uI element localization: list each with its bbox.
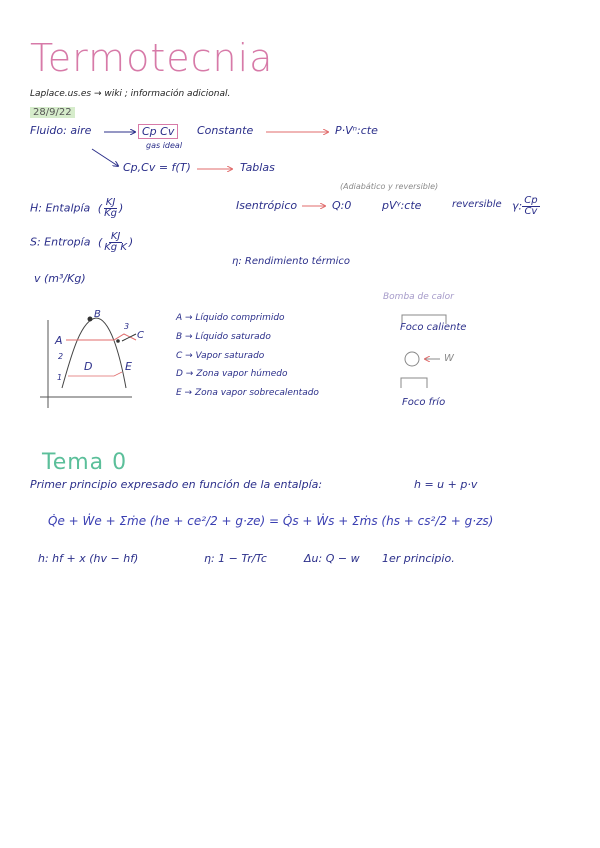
constant-label: Constante [197, 124, 254, 137]
specific-volume: v (m³/Kg) [34, 272, 86, 285]
enthalpy: H: Entalpía ( $\frac{KJ}{Kg}$ ) [30, 197, 124, 219]
enthalpy-mixture: h: hf + x (hv − hf) [38, 552, 139, 565]
energy-balance-equation: Q̇e + Ẇe + Σṁe (he + ce²/2 + g·ze) = Q̇s + Ẇs + Σṁs (hs + cs²/2 + g·zs) [48, 514, 494, 528]
legend-item-d: D → Zona vapor húmedo [176, 369, 288, 379]
cold-focus-label: Foco frío [402, 397, 446, 408]
legend-item-a: A → Líquido comprimido [176, 313, 285, 323]
enthalpy-units: $\frac{KJ}{Kg}$ [104, 197, 117, 219]
cp-cv-function: Cp,Cv = f(T) [123, 161, 191, 174]
diagram-label-1: 1 [57, 373, 63, 382]
work-label: W [444, 353, 454, 364]
diagram-label-d: D [84, 360, 93, 373]
entropy-label: S: Entropía [30, 235, 91, 249]
fluid-label: Fluido: aire [30, 124, 92, 137]
legend-item-b: B → Líquido saturado [176, 332, 271, 342]
diagram-label-b: B [94, 309, 101, 320]
ideal-gas-note: gas ideal [146, 141, 183, 150]
first-principle-text: Primer principio expresado en función de la entalpía: [30, 478, 323, 491]
reversible-label: reversible [452, 199, 502, 210]
diagram-label-3: 3 [124, 322, 130, 331]
legend-item-c: C → Vapor saturado [176, 351, 265, 361]
page-title: Termotecnia [30, 36, 274, 80]
entropy-units: $\frac{KJ}{\text{Kg K}}$ [104, 231, 127, 253]
diagram-label-c: C [137, 330, 144, 341]
pv-cte: P·Vⁿ:cte [335, 124, 378, 137]
isentropic-note: (Adiabático y reversible) [340, 182, 439, 191]
section-title-tema0: Tema 0 [42, 450, 128, 475]
hot-focus-label: Foco caliente [400, 322, 467, 333]
heat-pump-title: Bomba de calor [383, 292, 454, 302]
date-highlight: 28/9/22 [30, 107, 75, 118]
tables-label: Tablas [240, 161, 275, 174]
enthalpy-definition: h = u + p·v [414, 478, 478, 491]
enthalpy-label: H: Entalpía [30, 201, 91, 215]
isentropic-label: Isentrópico [236, 199, 298, 212]
entropy: S: Entropía ( $\frac{KJ}{\text{Kg K}}$ ) [30, 231, 134, 253]
diagram-label-a: A [55, 334, 63, 347]
first-principle-label: 1er principio. [382, 552, 455, 565]
efficiency-label: η: Rendimiento térmico [232, 256, 350, 267]
legend-item-e: E → Zona vapor sobrecalentado [176, 388, 319, 398]
cp-cv-box: Cp Cv [138, 124, 178, 139]
diagram-label-e: E [125, 360, 132, 373]
efficiency-equation: η: 1 − Tr/Tc [204, 552, 267, 565]
gamma-def: γ: $\frac{Cp}{Cv}$ [512, 195, 538, 217]
q-zero: Q:0 [332, 199, 352, 212]
internal-energy-equation: Δu: Q − w [304, 552, 360, 565]
subtitle: Laplace.us.es → wiki ; información adicional. [30, 89, 231, 99]
pv-gamma: pVᵞ:cte [382, 199, 422, 212]
arrow-fluid-cpft [92, 149, 118, 166]
diagram-label-2: 2 [58, 352, 64, 361]
